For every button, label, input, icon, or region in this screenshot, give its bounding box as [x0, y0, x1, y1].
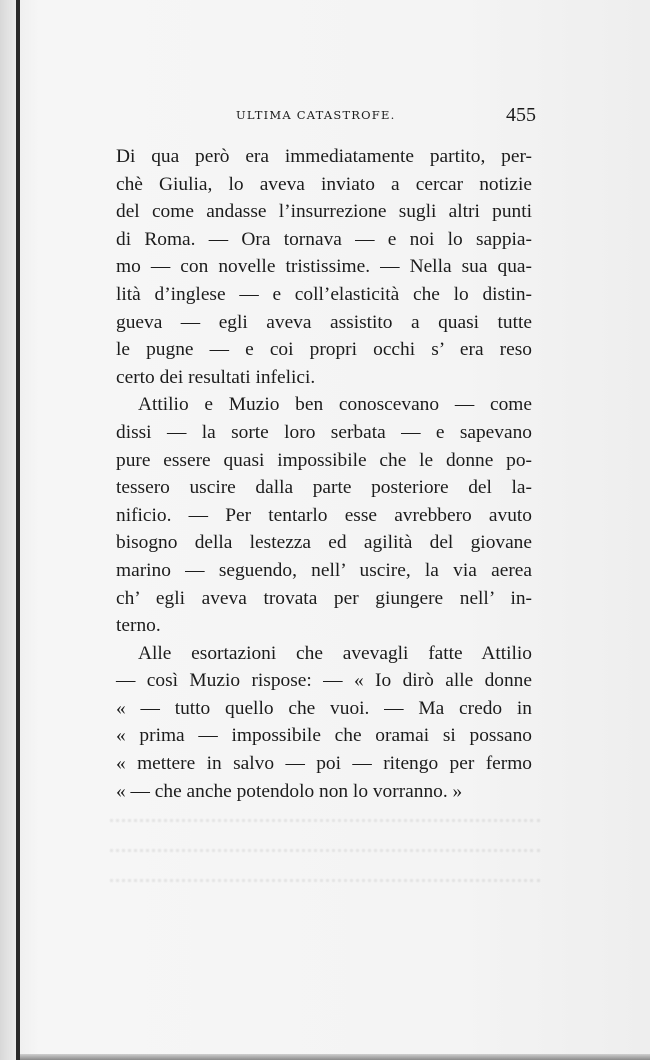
text-line: — così Muzio rispose: — « Io dirò alle donne — [116, 670, 532, 692]
show-through-line — [110, 792, 540, 822]
text-line: bisogno della lestezza ed agilità del giovane — [116, 532, 532, 554]
show-through-line — [110, 852, 540, 882]
text-line: mo — con novelle tristissime. — Nella sua qua- — [116, 256, 532, 278]
text-line: terno. — [116, 615, 161, 637]
text-line: nificio. — Per tentarlo esse avrebbero avuto — [116, 504, 532, 526]
binding-shadow — [0, 0, 16, 1060]
page-header — [236, 104, 536, 128]
text-line: pure essere quasi impossibile che le donne po- — [116, 449, 532, 471]
text-line: « — che anche potendolo non lo vorranno. » — [116, 780, 463, 802]
running-title: ULTIMA CATASTROFE. — [236, 108, 396, 122]
paragraph-2 — [116, 391, 532, 639]
text-line: del come andasse l’insurrezione sugli altri punti — [116, 201, 532, 223]
binding-edge — [16, 0, 20, 1060]
page-number: 455 — [506, 104, 536, 126]
text-line: « prima — impossibile che oramai si possano — [116, 725, 532, 747]
text-line: chè Giulia, lo aveva inviato a cercar notizie — [116, 173, 532, 195]
text-line: Di qua però era immediatamente partito, per- — [116, 146, 532, 167]
text-line: Attilio e Muzio ben conoscevano — come — [138, 394, 532, 416]
show-through-text — [110, 792, 540, 902]
page-bottom-edge — [20, 1054, 650, 1060]
show-through-line — [110, 882, 540, 902]
text-line: lità d’inglese — e coll’elasticità che lo distin- — [116, 283, 532, 305]
text-line: le pugne — e coi propri occhi s’ era reso — [116, 339, 532, 361]
text-line: gueva — egli aveva assistito a quasi tutte — [116, 311, 532, 333]
show-through-line — [110, 822, 540, 852]
paragraph-3 — [116, 640, 532, 806]
text-line: certo dei resultati infelici. — [116, 366, 316, 388]
text-line: tessero uscire dalla parte posteriore del la- — [116, 477, 532, 499]
text-line: marino — seguendo, nell’ uscire, la via aerea — [116, 559, 532, 581]
text-line: di Roma. — Ora tornava — e noi lo sappia- — [116, 228, 532, 250]
text-line: ch’ egli aveva trovata per giungere nell’ in- — [116, 587, 532, 609]
text-line: « mettere in salvo — poi — ritengo per fermo — [116, 753, 532, 775]
paragraph-1 — [116, 143, 532, 391]
text-line: dissi — la sorte loro serbata — e sapevano — [116, 421, 532, 443]
text-line: Alle esortazioni che avevagli fatte Attilio — [138, 642, 532, 664]
body-text — [116, 143, 532, 805]
text-line: « — tutto quello che vuoi. — Ma credo in — [116, 697, 532, 719]
